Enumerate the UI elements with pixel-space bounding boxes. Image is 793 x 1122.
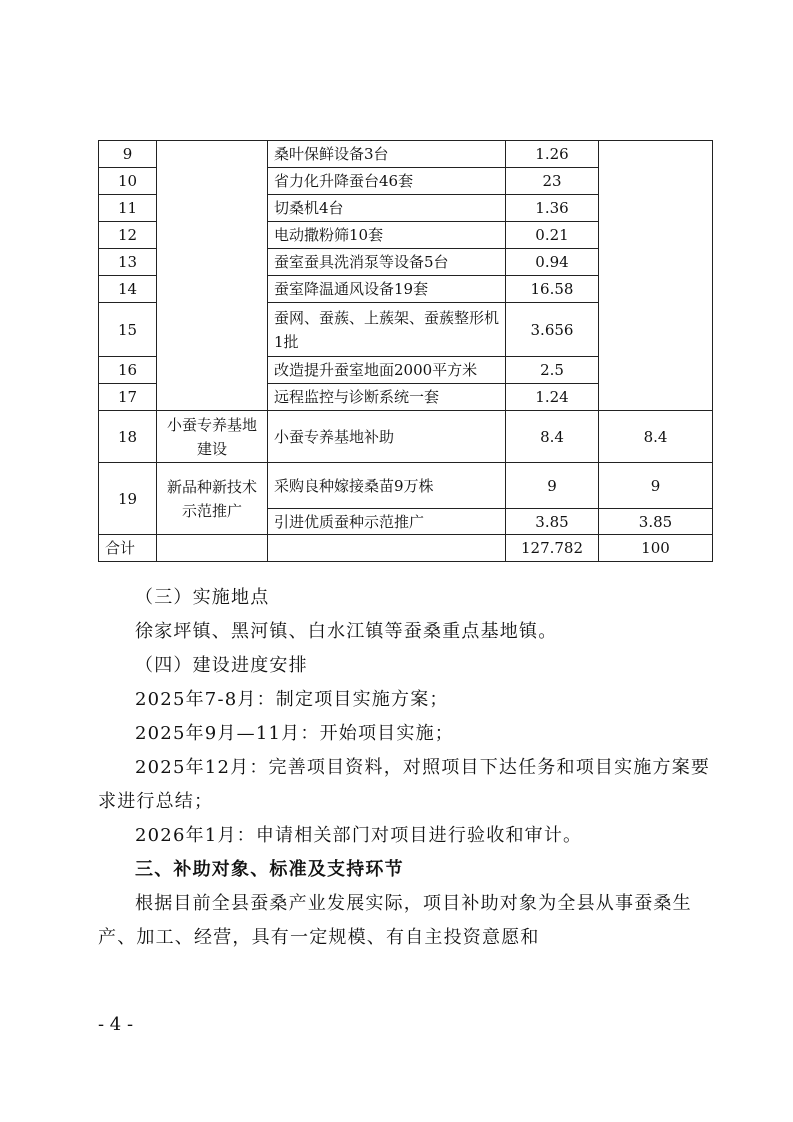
amount: 1.26 [506,141,599,168]
total-amount: 127.782 [506,535,599,562]
row-number: 12 [99,222,157,249]
paragraph-subsidy: 根据目前全县蚕桑产业发展实际，项目补助对象为全县从事蚕桑生产、加工、经营，具有一定规模、有自主投资意愿和 [98,893,692,948]
amount: 8.4 [506,411,599,463]
page-number: - 4 - [98,1014,134,1035]
table-row [99,411,713,463]
subsidy-cell [599,141,713,411]
item-name: 远程监控与诊断系统一套 [268,384,506,411]
item-name: 蚕网、蚕蔟、上蔟架、蚕蔟整形机1批 [268,303,506,357]
amount: 1.36 [506,195,599,222]
amount: 1.24 [506,384,599,411]
item-name: 改造提升蚕室地面2000平方米 [268,357,506,384]
schedule-item: 2025年7-8月：制定项目实施方案； [135,689,449,710]
section-heading: 三、补助对象、标准及支持环节 [135,859,404,880]
item-name: 引进优质蚕种示范推广 [268,509,506,535]
item-name: 电动撒粉筛10套 [268,222,506,249]
item-name: 桑叶保鲜设备3台 [268,141,506,168]
row-number: 17 [99,384,157,411]
amount: 3.656 [506,303,599,357]
amount: 23 [506,168,599,195]
row-number: 11 [99,195,157,222]
amount: 0.21 [506,222,599,249]
row-number: 14 [99,276,157,303]
row-number: 19 [99,463,157,535]
category-cell [157,141,268,411]
amount: 16.58 [506,276,599,303]
amount: 9 [506,463,599,509]
budget-table [98,140,713,562]
total-subsidy: 100 [599,535,713,562]
row-number: 15 [99,303,157,357]
empty-cell [157,535,268,562]
row-number: 16 [99,357,157,384]
amount: 3.85 [506,509,599,535]
table-row [99,141,713,168]
amount: 0.94 [506,249,599,276]
empty-cell [268,535,506,562]
heading-schedule: （四）建设进度安排 [135,655,308,676]
item-name: 采购良种嫁接桑苗9万株 [268,463,506,509]
row-number: 9 [99,141,157,168]
amount: 2.5 [506,357,599,384]
item-name: 蚕室降温通风设备19套 [268,276,506,303]
item-name: 省力化升降蚕台46套 [268,168,506,195]
heading-location: （三）实施地点 [135,587,270,608]
item-name: 蚕室蚕具洗消泵等设备5台 [268,249,506,276]
row-number: 18 [99,411,157,463]
subsidy: 3.85 [599,509,713,535]
item-name: 切桑机4台 [268,195,506,222]
item-name: 小蚕专养基地补助 [268,411,506,463]
category: 小蚕专养基地建设 [157,411,268,463]
total-label: 合计 [99,535,157,562]
table-row [99,463,713,509]
subsidy: 8.4 [599,411,713,463]
schedule-item: 2025年9月—11月：开始项目实施； [135,723,454,744]
schedule-item: 2025年12月：完善项目资料，对照项目下达任务和项目实施方案要求进行总结； [98,757,711,812]
subsidy: 9 [599,463,713,509]
row-number: 10 [99,168,157,195]
paragraph-location: 徐家坪镇、黑河镇、白水江镇等蚕桑重点基地镇。 [135,621,558,642]
total-row [99,535,713,562]
category: 新品种新技术示范推广 [157,463,268,535]
schedule-item: 2026年1月：申请相关部门对项目进行验收和审计。 [135,825,583,846]
row-number: 13 [99,249,157,276]
